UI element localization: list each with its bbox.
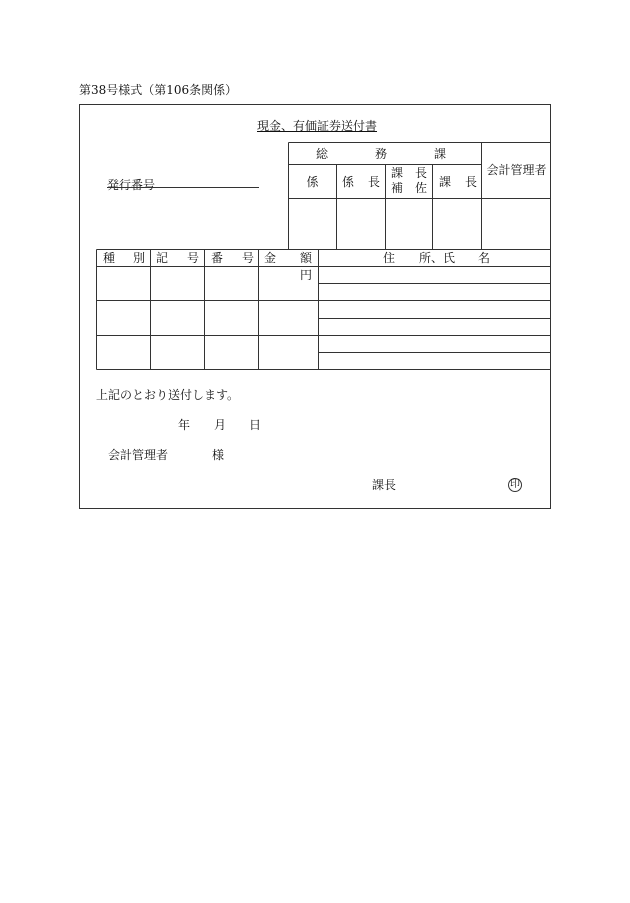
- approval-group-char-3: 課: [434, 147, 447, 161]
- approval-col-manager-char-1: 課: [439, 175, 452, 189]
- approval-group-char-1: 総: [316, 147, 329, 161]
- issue-number-label: 発行番号: [107, 178, 156, 192]
- transmittal-statement: 上記のとおり送付します。: [96, 388, 240, 402]
- form-heading: 第38号様式（第106条関係）: [79, 83, 238, 97]
- sec-header-amount-char-2: 額: [300, 251, 313, 265]
- approval-col-deputy-line-2: 補 佐: [390, 181, 427, 195]
- sec-header-number-char-1: 番: [211, 251, 224, 265]
- sec-header-address-part-3: 名: [478, 251, 491, 265]
- yen-unit: 円: [300, 268, 313, 282]
- sec-header-amount-char-1: 金: [264, 251, 277, 265]
- sec-header-mark-char-1: 記: [156, 251, 169, 265]
- sender-title: 課長: [372, 478, 397, 492]
- approval-col-accounting-manager: 会計管理者: [486, 163, 547, 177]
- sec-header-address-part-1: 住: [383, 251, 396, 265]
- sec-header-number-char-2: 号: [242, 251, 255, 265]
- sec-header-mark-char-2: 号: [187, 251, 200, 265]
- approval-col-manager-char-2: 長: [465, 175, 478, 189]
- approval-group-char-2: 務: [375, 147, 388, 161]
- sec-header-address-part-2: 所、氏: [419, 251, 456, 265]
- recipient-label: 会計管理者: [108, 448, 169, 462]
- approval-col-chief-char-1: 係: [342, 175, 355, 189]
- honorific-label: 様: [212, 448, 225, 462]
- sec-header-type-char-2: 別: [133, 251, 146, 265]
- approval-col-chief-char-2: 長: [368, 175, 381, 189]
- seal-mark-icon: 印: [510, 479, 520, 490]
- approval-col-deputy-line-1: 課 長: [390, 166, 427, 180]
- sec-header-type-char-1: 種: [103, 251, 116, 265]
- approval-col-clerk: 係: [306, 175, 319, 189]
- date-month-label: 月: [214, 418, 227, 432]
- date-year-label: 年: [178, 418, 191, 432]
- document-title: 現金、有価証券送付書: [257, 119, 378, 133]
- date-day-label: 日: [249, 418, 262, 432]
